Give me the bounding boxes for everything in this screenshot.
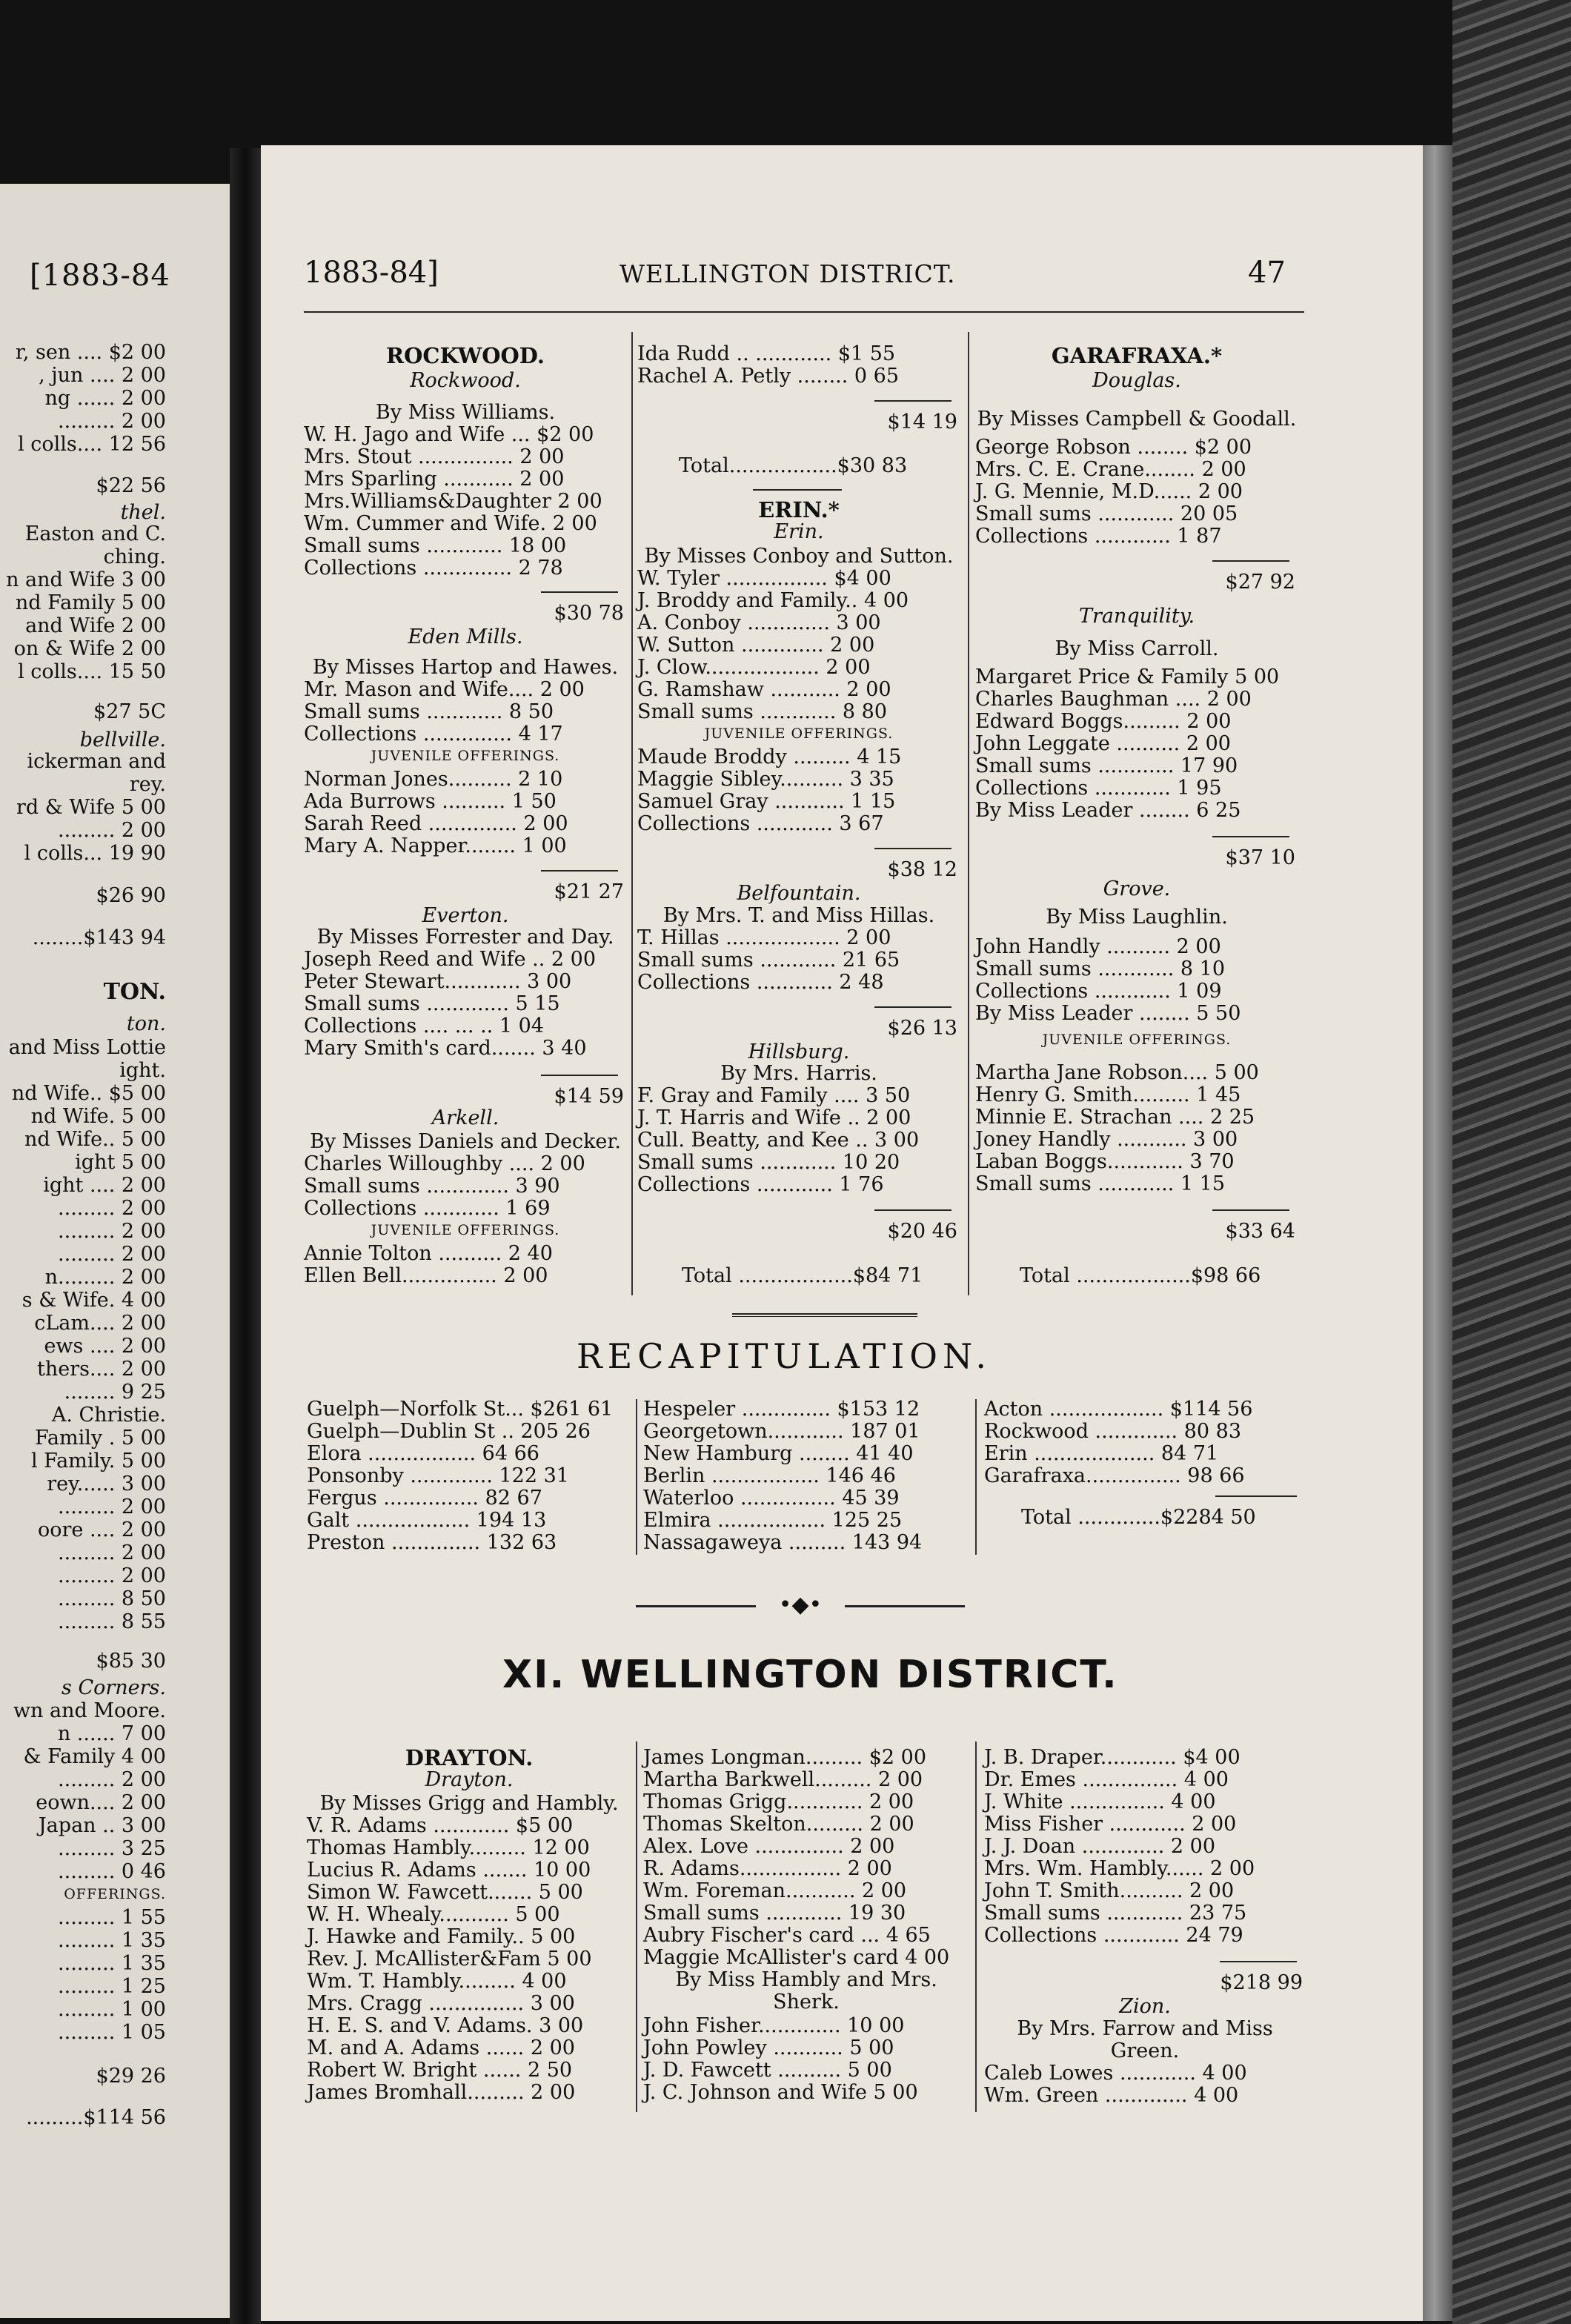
place-name: Belfountain. [737, 882, 861, 905]
ledger-row: Small sums ............ 19 30 [643, 1902, 906, 1925]
ledger-row: Charles Baughman .... 2 00 [975, 688, 1252, 711]
left-page-line: ......... 0 46 [58, 1860, 166, 1883]
ledger-row: Mrs Sparling ........... 2 00 [304, 468, 565, 491]
place-name: Erin. [774, 520, 824, 543]
left-page-line: ......... 1 05 [58, 2021, 166, 2044]
left-page-line: bellville. [79, 728, 166, 751]
subtotal: $21 27 [554, 880, 624, 903]
left-page-line: and Wife 2 00 [25, 614, 166, 637]
recap-row: Ponsonby ............. 122 31 [307, 1464, 569, 1487]
collectors: By Mrs. T. and Miss Hillas. [662, 904, 935, 927]
ledger-row: Martha Barkwell......... 2 00 [643, 1768, 923, 1791]
ledger-row: W. Tyler ................ $4 00 [637, 567, 891, 590]
left-page-line: ......... 8 55 [58, 1610, 166, 1633]
ledger-row: Small sums ............ 17 90 [975, 754, 1238, 777]
recap-row: Rockwood ............. 80 83 [984, 1420, 1242, 1443]
left-page-line: $85 30 [96, 1650, 166, 1673]
ledger-row: Alex. Love .............. 2 00 [643, 1835, 895, 1858]
ledger-row: Small sums ............ 18 00 [304, 534, 567, 557]
ledger-row: Small sums ............. 3 90 [304, 1175, 560, 1198]
left-page-line: cLam.... 2 00 [34, 1312, 166, 1335]
left-page-line: & Family 4 00 [23, 1745, 166, 1768]
left-page-line: ng ...... 2 00 [44, 387, 166, 410]
ledger-row: John Leggate .......... 2 00 [975, 732, 1231, 755]
subtotal-rule [541, 1075, 618, 1076]
left-page-header: [1883-84 [30, 259, 170, 293]
ledger-row: Thomas Skelton......... 2 00 [643, 1813, 914, 1836]
collectors: By Misses Daniels and Decker. [310, 1130, 621, 1153]
ledger-row: Small sums ............ 21 65 [637, 949, 900, 972]
ledger-row: J. Broddy and Family.. 4 00 [637, 589, 909, 612]
ledger-row: Ida Rudd .. ............ $1 55 [637, 342, 896, 365]
left-page-line: nd Wife. 5 00 [30, 1105, 166, 1128]
left-page-line: s Corners. [62, 1676, 166, 1699]
ledger-row: J. C. Johnson and Wife 5 00 [643, 2081, 918, 2104]
place-name: Everton. [422, 904, 509, 927]
left-page-line: ......... 2 00 [58, 1197, 166, 1220]
ledger-row: Wm. Cummer and Wife. 2 00 [304, 512, 597, 535]
left-page-line: l colls.... 15 50 [18, 660, 166, 683]
ledger-row: Small sums ............ 10 20 [637, 1151, 900, 1174]
ledger-row: Collections ............ 2 48 [637, 971, 884, 994]
collectors: By Mrs. Farrow and Miss [1017, 2017, 1273, 2040]
ledger-row: Laban Boggs............ 3 70 [975, 1150, 1235, 1173]
ledger-row: Rev. J. McAllister&Fam 5 00 [307, 1948, 592, 1971]
recap-row: Garafraxa............... 98 66 [984, 1464, 1245, 1487]
left-page-line: ight 5 00 [75, 1151, 166, 1174]
ledger-row: J. Clow.................. 2 00 [637, 656, 871, 679]
left-page-line: and Miss Lottie [8, 1036, 166, 1059]
page [261, 145, 1423, 2321]
recap-row: Guelph—Dublin St .. 205 26 [307, 1420, 591, 1443]
ledger-row: Small sums ............ 1 15 [975, 1172, 1226, 1195]
place-name: Grove. [1103, 877, 1171, 900]
header-rule [304, 311, 1304, 313]
column-separator [975, 1742, 977, 2112]
ledger-row: Annie Tolton .......... 2 40 [304, 1242, 553, 1265]
ledger-row: Henry G. Smith......... 1 45 [975, 1083, 1241, 1106]
place-name: Zion. [1119, 1995, 1171, 2018]
section-rule [753, 489, 842, 491]
left-page-line: ......... 1 55 [58, 1906, 166, 1929]
ledger-row: Norman Jones.......... 2 10 [304, 768, 563, 791]
column-separator [631, 332, 633, 1295]
ledger-row: Martha Jane Robson.... 5 00 [975, 1061, 1259, 1084]
column-separator [975, 1399, 977, 1555]
left-page-line: n and Wife 3 00 [6, 568, 166, 591]
ledger-row: By Miss Leader ........ 6 25 [975, 799, 1241, 822]
ledger-row: Mrs. Stout ............... 2 00 [304, 445, 565, 468]
ledger-row: Total.................$30 83 [679, 454, 908, 477]
ledger-row: Maggie Sibley.......... 3 35 [637, 768, 894, 791]
ledger-row: Peter Stewart............ 3 00 [304, 970, 572, 993]
left-page-line: OFFERINGS. [64, 1886, 166, 1902]
place-name: Hillsburg. [748, 1040, 850, 1063]
ledger-row: Ada Burrows .......... 1 50 [304, 790, 557, 813]
left-page-line: ight. [119, 1059, 166, 1082]
subtotal: $218 99 [1220, 1971, 1303, 1994]
district-title: XI. WELLINGTON DISTRICT. [502, 1653, 1118, 1697]
left-page-line: eown.... 2 00 [36, 1791, 166, 1814]
left-page-line: ching. [103, 545, 166, 568]
place-name: Eden Mills. [408, 625, 523, 648]
page-header-year: 1883-84] [304, 256, 439, 290]
left-page-line: ......... 2 00 [58, 1220, 166, 1243]
left-page-line: $27 5C [93, 700, 166, 723]
page-edges [1423, 145, 1452, 2321]
subtotal: $30 78 [554, 602, 624, 625]
section-title: ROCKWOOD. [386, 343, 545, 368]
subtotal-rule [1212, 1209, 1289, 1211]
ledger-row: Maggie McAllister's card 4 00 [643, 1946, 950, 1969]
ledger-row: Sarah Reed .............. 2 00 [304, 812, 568, 835]
ledger-row: John Handly .......... 2 00 [975, 935, 1221, 958]
ledger-row: Maude Broddy ......... 4 15 [637, 746, 902, 768]
ledger-row: Collections .... ... .. 1 04 [304, 1015, 544, 1038]
column-separator [636, 1399, 637, 1555]
ledger-row: Wm. Foreman........... 2 00 [643, 1879, 907, 1902]
left-page-line: ......... 1 00 [58, 1998, 166, 2021]
ledger-row: Mary Smith's card....... 3 40 [304, 1037, 587, 1060]
ledger-row: Samuel Gray ........... 1 15 [637, 790, 896, 813]
collectors: By Misses Campbell & Goodall. [977, 408, 1297, 431]
ledger-row: Thomas Grigg............ 2 00 [643, 1790, 914, 1813]
recap-title: RECAPITULATION. [577, 1336, 992, 1376]
subtotal: $20 46 [887, 1220, 957, 1243]
ledger-row: Total ..................$98 66 [1020, 1264, 1261, 1287]
place-name: Drayton. [425, 1768, 514, 1791]
ledger-row: Small sums ............ 23 75 [984, 1902, 1247, 1925]
left-page-line: Family . 5 00 [35, 1427, 166, 1450]
left-page-line: ......... 3 25 [58, 1837, 166, 1860]
left-page-line: nd Family 5 00 [15, 591, 166, 614]
left-page-line: l colls... 19 90 [24, 842, 166, 865]
ledger-row: Lucius R. Adams ....... 10 00 [307, 1859, 591, 1882]
recap-row: Galt .................. 194 13 [307, 1509, 547, 1532]
ledger-row: Mr. Mason and Wife.... 2 00 [304, 678, 585, 701]
juvenile-heading: JUVENILE OFFERINGS. [1042, 1032, 1232, 1048]
left-page-line: , jun .... 2 00 [39, 364, 166, 387]
ledger-row: Simon W. Fawcett....... 5 00 [307, 1881, 583, 1904]
left-page-line: nd Wife.. $5 00 [11, 1082, 166, 1105]
ledger-row: John Powley ........... 5 00 [643, 2036, 894, 2059]
ledger-row: J. J. Doan ............. 2 00 [984, 1835, 1216, 1858]
subtotal: $38 12 [887, 858, 957, 881]
collectors: By Misses Conboy and Sutton. [644, 545, 954, 568]
left-page-line: Easton and C. [24, 522, 166, 545]
left-page-line: ......... 2 00 [58, 1243, 166, 1266]
collectors: By Misses Forrester and Day. [316, 926, 614, 949]
recap-row: Waterloo ............... 45 39 [643, 1487, 900, 1510]
ledger-row: John T. Smith.......... 2 00 [984, 1879, 1235, 1902]
recap-row: Elora ................. 64 66 [307, 1442, 539, 1465]
left-page-line: ........$143 94 [32, 926, 166, 949]
ledger-row: Aubry Fischer's card ... 4 65 [643, 1924, 931, 1947]
left-page-line: ........ 9 25 [64, 1381, 166, 1404]
left-page-line: TON. [103, 979, 166, 1005]
recap-row: Georgetown............ 187 01 [643, 1420, 920, 1443]
subtotal: $26 13 [887, 1017, 957, 1040]
section-title: DRAYTON. [405, 1745, 534, 1770]
subtotal: $14 19 [887, 411, 957, 434]
ledger-row: Collections .............. 2 78 [304, 557, 563, 580]
section-rule [732, 1316, 917, 1317]
ledger-row: Mary A. Napper........ 1 00 [304, 834, 567, 857]
ledger-row: James Bromhall......... 2 00 [307, 2081, 576, 2104]
place-name: Arkell. [431, 1106, 499, 1129]
ledger-row: Small sums ............ 8 50 [304, 700, 554, 723]
left-page-line: ......... 2 00 [58, 1541, 166, 1564]
subtotal-rule [1220, 1961, 1297, 1962]
left-page-line: l colls.... 12 56 [18, 433, 166, 456]
ledger-row: George Robson ........ $2 00 [975, 436, 1252, 459]
ledger-row: Rachel A. Petly ........ 0 65 [637, 365, 900, 388]
ledger-row: Small sums ............ 20 05 [975, 502, 1238, 525]
juvenile-heading: JUVENILE OFFERINGS. [371, 748, 560, 764]
left-page-line: A. Christie. [51, 1404, 166, 1427]
ledger-row: Minnie E. Strachan .... 2 25 [975, 1106, 1255, 1129]
recap-row: Berlin ................. 146 46 [643, 1464, 896, 1487]
ledger-row: By Miss Leader ........ 5 50 [975, 1002, 1241, 1025]
ledger-row: Joney Handly ........... 3 00 [975, 1128, 1238, 1151]
juvenile-heading: JUVENILE OFFERINGS. [704, 726, 894, 742]
ledger-row: J. T. Harris and Wife .. 2 00 [637, 1106, 911, 1129]
left-page-line: ton. [126, 1012, 166, 1035]
left-page-line: Japan .. 3 00 [38, 1814, 166, 1837]
left-page-line: rey...... 3 00 [47, 1473, 166, 1495]
ledger-row: Mrs. Cragg ............... 3 00 [307, 1992, 575, 2015]
ledger-row: Joseph Reed and Wife .. 2 00 [304, 948, 597, 971]
ledger-row: J. White ............... 4 00 [984, 1790, 1216, 1813]
collectors: By Miss Carroll. [1054, 637, 1219, 660]
ledger-row: M. and A. Adams ...... 2 00 [307, 2036, 575, 2059]
marbled-endpaper [1452, 0, 1571, 2324]
left-page-line: .........$114 56 [26, 2106, 166, 2129]
collectors: By Misses Grigg and Hambly. [319, 1792, 619, 1815]
left-page-line: ......... 2 00 [58, 410, 166, 433]
subtotal: $37 10 [1225, 846, 1295, 869]
ledger-row: R. Adams................ 2 00 [643, 1857, 892, 1880]
ledger-row: W. H. Jago and Wife ... $2 00 [304, 423, 594, 446]
left-page-line: wn and Moore. [13, 1699, 166, 1722]
subtotal-rule [1212, 836, 1289, 837]
recap-row: New Hamburg ........ 41 40 [643, 1442, 914, 1465]
left-page-line: ickerman and [27, 750, 166, 773]
left-page-line: r, sen .... $2 00 [15, 341, 166, 364]
ledger-row: J. B. Draper............ $4 00 [984, 1746, 1240, 1769]
previous-page [0, 184, 230, 2318]
ledger-row: Total ..................$84 71 [682, 1264, 923, 1287]
collectors: By Misses Hartop and Hawes. [312, 656, 619, 679]
ledger-row: W. H. Whealy........... 5 00 [307, 1903, 560, 1926]
ledger-row: T. Hillas .................. 2 00 [637, 926, 891, 949]
ledger-row: Collections ............ 3 67 [637, 812, 884, 835]
page-header-title: WELLINGTON DISTRICT. [620, 259, 956, 288]
subtotal-rule [874, 400, 951, 402]
left-page-line: thel. [120, 501, 166, 524]
ledger-row: John Fisher............. 10 00 [643, 2014, 905, 2037]
subtotal-rule [541, 870, 618, 872]
left-page-line: $22 56 [96, 474, 166, 497]
left-page-line: thers.... 2 00 [36, 1358, 166, 1381]
left-page-line: ......... 1 35 [58, 1952, 166, 1975]
left-page-line: on & Wife 2 00 [13, 637, 166, 660]
ledger-row: Small sums ............ 8 80 [637, 700, 888, 723]
section-title: GARAFRAXA.* [1051, 343, 1223, 368]
left-page-line: $29 26 [96, 2065, 166, 2088]
recap-row: Fergus ............... 82 67 [307, 1487, 542, 1510]
left-page-line: ......... 8 50 [58, 1587, 166, 1610]
place-name: Douglas. [1092, 369, 1181, 392]
left-page-line: ......... 2 00 [58, 1495, 166, 1518]
ledger-row: Thomas Hambly......... 12 00 [307, 1836, 590, 1859]
ledger-row: Miss Fisher ............ 2 00 [984, 1813, 1237, 1836]
ledger-row: Robert W. Bright ...... 2 50 [307, 2059, 573, 2082]
ledger-row: Mrs. C. E. Crane........ 2 00 [975, 458, 1246, 481]
recap-row: Acton .................. $114 56 [984, 1398, 1253, 1421]
recap-row: Elmira ................. 125 25 [643, 1509, 903, 1532]
left-page-line: rd & Wife 5 00 [16, 796, 166, 819]
left-page-line: oore .... 2 00 [37, 1518, 166, 1541]
ledger-row: James Longman......... $2 00 [643, 1746, 927, 1769]
ledger-row: Collections ............ 24 79 [984, 1924, 1243, 1947]
ledger-row: Caleb Lowes ............ 4 00 [984, 2062, 1247, 2085]
ledger-row: F. Gray and Family .... 3 50 [637, 1084, 911, 1107]
ledger-row: Dr. Emes ............... 4 00 [984, 1768, 1229, 1791]
left-page-line: ......... 1 25 [58, 1975, 166, 1998]
left-page-line: $26 90 [96, 884, 166, 907]
subtotal-rule [874, 1006, 951, 1008]
left-page-line: l Family. 5 00 [30, 1450, 166, 1473]
section-title: ERIN.* [758, 497, 840, 522]
ledger-row: Charles Willoughby .... 2 00 [304, 1152, 585, 1175]
ledger-row: Ellen Bell............... 2 00 [304, 1264, 548, 1287]
ledger-row: Collections ............ 1 69 [304, 1197, 551, 1220]
ledger-row: J. Hawke and Family.. 5 00 [307, 1925, 576, 1948]
collectors: By Miss Williams. [375, 401, 556, 424]
subtotal: $33 64 [1225, 1220, 1295, 1243]
ledger-row: G. Ramshaw ........... 2 00 [637, 678, 891, 701]
left-page-line: ......... 2 00 [58, 1768, 166, 1791]
ledger-row: Collections ............ 1 87 [975, 525, 1222, 548]
ledger-row: Mrs. Wm. Hambly...... 2 00 [984, 1857, 1255, 1880]
recap-row: Hespeler .............. $153 12 [643, 1398, 920, 1421]
section-rule [732, 1313, 917, 1315]
ledger-row: A. Conboy ............. 3 00 [637, 611, 881, 634]
left-page-line: ......... 1 35 [58, 1929, 166, 1952]
recap-row: Nassagaweya ......... 143 94 [643, 1531, 923, 1554]
ledger-row: W. Sutton ............. 2 00 [637, 634, 875, 657]
ledger-row: Small sums ............. 5 15 [304, 992, 560, 1015]
left-page-line: s & Wife. 4 00 [21, 1289, 166, 1312]
ledger-row: Cull. Beatty, and Kee .. 3 00 [637, 1129, 920, 1152]
ornament: •◆• [756, 1593, 845, 1616]
juvenile-heading: JUVENILE OFFERINGS. [371, 1222, 560, 1238]
ledger-row: Wm. T. Hambly......... 4 00 [307, 1970, 567, 1993]
ledger-row: Small sums ............ 8 10 [975, 957, 1226, 980]
ledger-row: Collections ............ 1 09 [975, 980, 1222, 1003]
left-page-line: n ...... 7 00 [57, 1722, 166, 1745]
book-gutter [230, 148, 261, 2324]
subtotal-rule [874, 1209, 951, 1211]
recap-total-rule [1215, 1495, 1297, 1497]
left-page-line: rey. [129, 773, 166, 796]
recap-row: Preston .............. 132 63 [307, 1531, 557, 1554]
place-name: Tranquility. [1078, 605, 1195, 628]
ledger-row: Margaret Price & Family 5 00 [975, 665, 1280, 688]
page-number: 47 [1248, 256, 1286, 290]
ledger-row: J. D. Fawcett .......... 5 00 [643, 2059, 892, 2082]
collectors: Green. [1110, 2039, 1180, 2062]
left-page-line: ......... 2 00 [58, 819, 166, 842]
ledger-row: Collections ............ 1 76 [637, 1173, 884, 1196]
place-name: Rockwood. [410, 369, 521, 392]
collectors: Sherk. [773, 1991, 840, 2013]
collectors: By Miss Laughlin. [1046, 906, 1228, 929]
ledger-row: H. E. S. and V. Adams. 3 00 [307, 2014, 584, 2037]
subtotal-rule [541, 591, 618, 593]
subtotal-rule [874, 848, 951, 849]
left-page-line: ight .... 2 00 [43, 1174, 166, 1197]
left-page-line: nd Wife.. 5 00 [24, 1128, 166, 1151]
ledger-row: Collections ............ 1 95 [975, 777, 1222, 800]
ledger-row: J. G. Mennie, M.D...... 2 00 [975, 480, 1243, 503]
subtotal: $27 92 [1225, 571, 1295, 594]
column-separator [636, 1742, 637, 2112]
left-page-line: n......... 2 00 [44, 1266, 166, 1289]
recap-row: Total .............$2284 50 [1021, 1506, 1256, 1529]
left-page-line: ews .... 2 00 [44, 1335, 166, 1358]
left-page-line: ......... 2 00 [58, 1564, 166, 1587]
column-separator [968, 332, 969, 1295]
subtotal: $14 59 [554, 1085, 624, 1108]
collectors: By Mrs. Harris. [720, 1062, 877, 1085]
recap-row: Erin ................... 84 71 [984, 1442, 1219, 1465]
ledger-row: Collections .............. 4 17 [304, 723, 563, 746]
subtotal-rule [1212, 560, 1289, 562]
ledger-row: Wm. Green ............. 4 00 [984, 2084, 1239, 2107]
recap-row: Guelph—Norfolk St... $261 61 [307, 1398, 614, 1421]
collectors: By Miss Hambly and Mrs. [675, 1968, 937, 1991]
ledger-row: V. R. Adams ............ $5 00 [307, 1814, 574, 1837]
ledger-row: Edward Boggs......... 2 00 [975, 710, 1232, 733]
ledger-row: Mrs.Williams&Daughter 2 00 [304, 490, 602, 513]
